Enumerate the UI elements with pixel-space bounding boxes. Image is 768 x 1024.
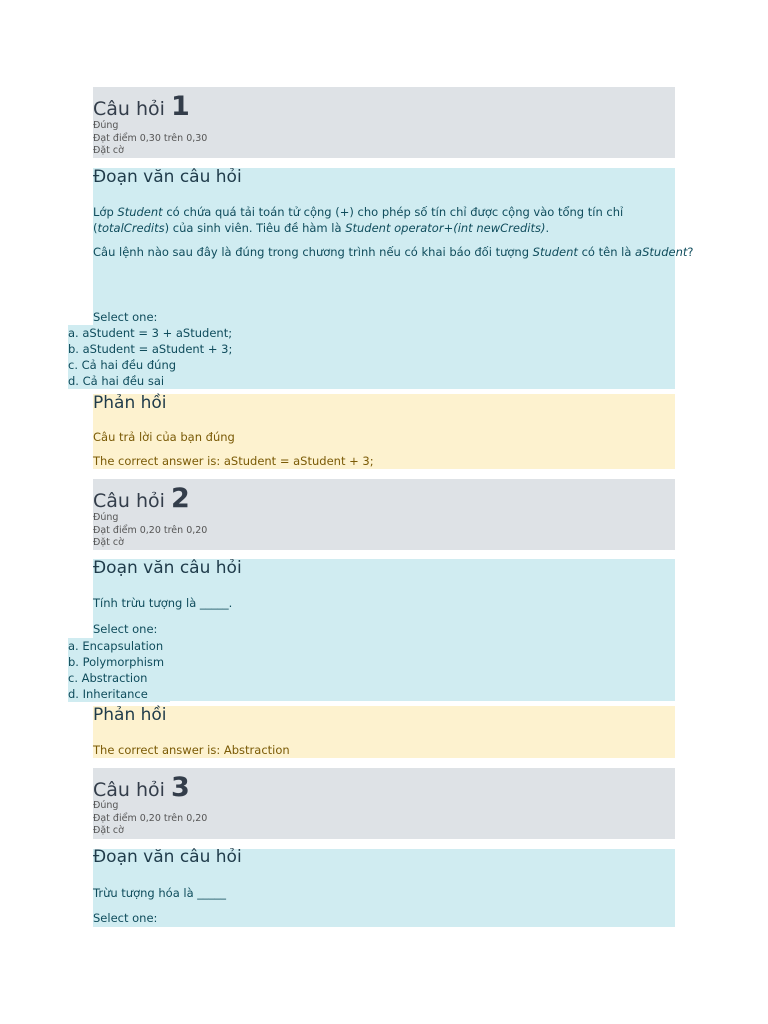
question-text: Tính trừu tượng là _____. xyxy=(93,596,233,610)
question-3-info xyxy=(93,768,675,839)
question-status: Đúng xyxy=(93,800,119,811)
answer-option-d[interactable]: d. Cả hai đều sai xyxy=(68,374,165,388)
question-title-label: Câu hỏi xyxy=(93,779,165,801)
question-text: Trừu tượng hóa là _____ xyxy=(93,886,227,900)
answer-option-c[interactable]: c. Abstraction xyxy=(68,671,148,685)
question-number: 1 xyxy=(170,91,190,122)
answer-option-b[interactable]: b. aStudent = aStudent + 3; xyxy=(68,342,233,356)
flag-question-link[interactable]: Đặt cờ xyxy=(93,825,124,836)
question-score: Đạt điểm 0,20 trên 0,20 xyxy=(93,813,208,824)
question-number: 3 xyxy=(170,772,190,803)
question-score: Đạt điểm 0,20 trên 0,20 xyxy=(93,525,208,536)
question-1-feedback xyxy=(93,394,675,469)
question-number: 2 xyxy=(170,483,190,514)
question-text-line-2: (totalCredits) của sinh viên. Tiêu đề hàm là Student operator+(int newCredits). xyxy=(93,221,550,235)
question-text-line-3: Câu lệnh nào sau đây là đúng trong chương trình nếu có khai báo đối tượng Student có tên là aStudent? xyxy=(93,245,694,259)
question-2-title xyxy=(93,485,190,512)
select-one-label: Select one: xyxy=(93,911,158,925)
correct-answer-text: The correct answer is: Abstraction xyxy=(93,743,290,757)
select-one-label: Select one: xyxy=(93,622,158,636)
question-1-info xyxy=(93,87,675,158)
question-score: Đạt điểm 0,30 trên 0,30 xyxy=(93,133,208,144)
question-title-label: Câu hỏi xyxy=(93,98,165,120)
flag-question-link[interactable]: Đặt cờ xyxy=(93,145,124,156)
question-2-answers xyxy=(68,638,170,702)
flag-question-link[interactable]: Đặt cờ xyxy=(93,537,124,548)
question-3-title xyxy=(93,774,190,801)
question-text-heading: Đoạn văn câu hỏi xyxy=(93,167,242,187)
answer-option-c[interactable]: c. Cả hai đều đúng xyxy=(68,358,177,372)
question-title-label: Câu hỏi xyxy=(93,490,165,512)
question-1-answers xyxy=(68,325,238,389)
answer-option-d[interactable]: d. Inheritance xyxy=(68,687,148,701)
answer-option-b[interactable]: b. Polymorphism xyxy=(68,655,165,669)
question-2-feedback xyxy=(93,706,675,758)
feedback-heading: Phản hồi xyxy=(93,705,167,725)
answer-option-a[interactable]: a. Encapsulation xyxy=(68,639,164,653)
question-2-info xyxy=(93,479,675,550)
correct-answer-text: The correct answer is: aStudent = aStudent + 3; xyxy=(93,454,374,468)
select-one-label: Select one: xyxy=(93,310,158,324)
question-3-content xyxy=(93,849,675,927)
question-text-heading: Đoạn văn câu hỏi xyxy=(93,847,242,867)
question-text-line-1: Lớp Student có chứa quá tải toán tử cộng (+) cho phép số tín chỉ được cộng vào tổng tín chỉ xyxy=(93,205,624,219)
feedback-heading: Phản hồi xyxy=(93,393,167,413)
answer-option-a[interactable]: a. aStudent = 3 + aStudent; xyxy=(68,326,233,340)
feedback-text: Câu trả lời của bạn đúng xyxy=(93,430,235,444)
question-status: Đúng xyxy=(93,512,119,523)
question-status: Đúng xyxy=(93,120,119,131)
question-2-content xyxy=(93,559,675,701)
question-1-title xyxy=(93,93,190,120)
question-text-heading: Đoạn văn câu hỏi xyxy=(93,558,242,578)
